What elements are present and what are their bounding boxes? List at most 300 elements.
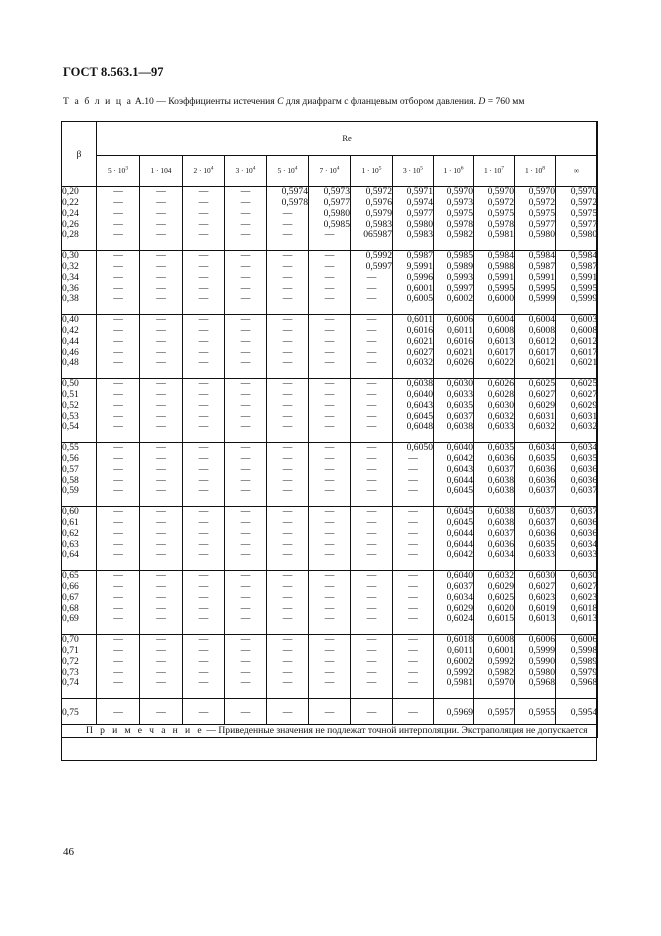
coefficient-cell xyxy=(309,379,351,443)
coefficient-value: 0,5991 xyxy=(487,271,514,283)
coefficient-value: 0,6023 xyxy=(528,591,555,603)
coefficient-value: — xyxy=(156,463,166,475)
coefficient-cell xyxy=(97,443,140,507)
coefficient-cell xyxy=(351,315,393,379)
coefficient-value: 0,6036 xyxy=(570,463,598,475)
coefficient-value: — xyxy=(225,699,267,725)
coefficient-value: — xyxy=(198,378,209,389)
re-column-header xyxy=(474,155,515,186)
coefficient-cell xyxy=(393,187,434,251)
coefficient-value: 0,5980 xyxy=(570,229,598,241)
coefficient-value: — xyxy=(324,634,335,645)
coefficient-value: 0,6023 xyxy=(570,591,598,603)
coefficient-value: 0,6034 xyxy=(570,538,598,550)
coefficient-value: — xyxy=(240,644,251,656)
coefficient-cell xyxy=(556,507,598,571)
coefficient-value: 0,6029 xyxy=(487,580,514,592)
coefficient-value: — xyxy=(408,644,418,656)
coefficient-value: 0,5955 xyxy=(515,699,556,725)
beta-value: 0,71 xyxy=(62,644,79,656)
coefficient-value: — xyxy=(198,580,209,592)
coefficient-value: — xyxy=(113,655,123,667)
coefficient-value: — xyxy=(198,666,209,678)
coefficient-value: — xyxy=(366,271,377,283)
coefficient-value: — xyxy=(240,282,251,294)
re-column-header xyxy=(351,155,393,186)
coefficient-value: — xyxy=(408,506,418,517)
re-column-header xyxy=(515,155,556,186)
coefficient-value: 0,6006 xyxy=(446,314,473,325)
coefficient-value: 0,5974 xyxy=(281,186,308,197)
coefficient-cell xyxy=(267,571,309,635)
beta-value: 0,32 xyxy=(62,260,79,272)
coefficient-value: 0,6045 xyxy=(446,485,473,497)
coefficient-value: 0,6038 xyxy=(487,506,514,517)
beta-value: 0,52 xyxy=(62,399,79,411)
coefficient-value: — xyxy=(366,335,377,347)
coefficient-value: — xyxy=(408,591,418,603)
coefficient-value: 0,5989 xyxy=(446,260,473,272)
re-column-exponent: 5 xyxy=(378,165,382,172)
coefficient-value: 0,5989 xyxy=(570,655,598,667)
coefficient-value: 0,6011 xyxy=(446,324,473,336)
beta-value: 0,42 xyxy=(62,324,79,336)
coefficient-value: 0,6032 xyxy=(528,421,555,433)
coefficient-value: 0,6038 xyxy=(487,485,514,497)
coefficient-value: 0,6037 xyxy=(528,516,555,528)
coefficient-value: — xyxy=(240,229,251,241)
beta-value: 0,28 xyxy=(62,229,79,241)
page-number: 46 xyxy=(63,846,74,858)
coefficient-value: — xyxy=(156,516,166,528)
beta-value: 0,74 xyxy=(62,677,79,689)
coefficient-value: — xyxy=(156,442,166,453)
coefficient-value: 0,5996 xyxy=(406,271,433,283)
coefficient-value: 0,6043 xyxy=(406,399,433,411)
coefficient-value: — xyxy=(156,677,166,689)
coefficient-value: — xyxy=(324,613,335,625)
coefficient-value: — xyxy=(282,591,293,603)
coefficient-value: — xyxy=(113,293,123,305)
coefficient-value: 0,6006 xyxy=(570,634,598,645)
re-column-header xyxy=(225,155,267,186)
coefficient-value: — xyxy=(198,516,209,528)
coefficient-value: — xyxy=(156,399,166,411)
coefficient-cell xyxy=(140,315,183,379)
coefficient-value: — xyxy=(324,260,335,272)
coefficient-value: — xyxy=(366,388,377,400)
coefficient-cell xyxy=(97,379,140,443)
coefficient-value: — xyxy=(366,666,377,678)
caption-symbol-d: D xyxy=(478,96,486,107)
coefficient-value: — xyxy=(282,378,293,389)
coefficient-value: — xyxy=(156,186,166,197)
coefficient-cell xyxy=(97,571,140,635)
beta-value: 0,65 xyxy=(62,570,79,581)
coefficient-value: — xyxy=(366,570,377,581)
coefficient-value: — xyxy=(366,357,377,369)
coefficient-value: — xyxy=(198,644,209,656)
table-note xyxy=(62,725,598,738)
coefficient-value: 0,5970 xyxy=(487,186,514,197)
beta-values-cell xyxy=(62,251,97,315)
coefficient-value: — xyxy=(393,699,434,725)
coefficient-value: — xyxy=(240,602,251,614)
document-code: ГОСТ 8.563.1—97 xyxy=(63,65,164,79)
coefficient-value: — xyxy=(156,314,166,325)
coefficient-value: — xyxy=(282,602,293,614)
coefficient-cell xyxy=(474,379,515,443)
coefficient-value: — xyxy=(198,538,209,550)
coefficient-cell xyxy=(393,443,434,507)
coefficient-value: — xyxy=(156,549,166,561)
coefficient-value: — xyxy=(113,378,123,389)
coefficient-value: — xyxy=(366,399,377,411)
coefficient-value: — xyxy=(240,410,251,422)
coefficient-value: 0,6029 xyxy=(528,399,555,411)
coefficient-value: 0,6050 xyxy=(406,442,433,453)
coefficient-cell xyxy=(267,315,309,379)
coefficient-value: — xyxy=(366,442,377,453)
re-column-header xyxy=(267,155,309,186)
coefficient-cell xyxy=(140,187,183,251)
coefficient-value: — xyxy=(282,388,293,400)
coefficient-value: — xyxy=(240,250,251,261)
coefficient-value: — xyxy=(113,463,123,475)
coefficient-value: — xyxy=(198,218,209,230)
coefficient-value: 0,6035 xyxy=(528,452,555,464)
coefficient-value: 0,6024 xyxy=(446,613,473,625)
coefficient-value: — xyxy=(156,570,166,581)
table-row-last xyxy=(62,699,598,725)
coefficient-cell xyxy=(267,507,309,571)
coefficient-value: — xyxy=(324,570,335,581)
coefficient-cell xyxy=(140,379,183,443)
coefficient-value: — xyxy=(240,271,251,283)
coefficient-value: 0,6033 xyxy=(570,549,598,561)
coefficient-value: 0,5976 xyxy=(365,196,392,208)
coefficient-cell xyxy=(183,251,225,315)
coefficient-value: 0,6042 xyxy=(446,452,473,464)
coefficient-value: 0,6030 xyxy=(528,570,555,581)
coefficient-value: 0,5999 xyxy=(528,293,555,305)
re-column-header xyxy=(434,155,474,186)
coefficient-cell xyxy=(393,379,434,443)
coefficient-cell xyxy=(140,443,183,507)
re-column-exponent: 8 xyxy=(542,165,545,172)
coefficient-value: — xyxy=(240,613,251,625)
coefficient-cell xyxy=(140,507,183,571)
coefficient-value: — xyxy=(366,655,377,667)
coefficient-cell xyxy=(140,251,183,315)
coefficient-value: 0,5990 xyxy=(528,655,555,667)
coefficient-value: — xyxy=(156,506,166,517)
coefficient-value: — xyxy=(198,463,209,475)
coefficient-value: — xyxy=(113,229,123,241)
coefficient-value: — xyxy=(198,293,209,305)
coefficient-value: — xyxy=(240,388,251,400)
coefficient-value: — xyxy=(366,506,377,517)
coefficient-cell xyxy=(434,443,474,507)
coefficient-cell xyxy=(309,251,351,315)
coefficient-value: — xyxy=(156,485,166,497)
coefficient-value: — xyxy=(366,452,377,464)
coefficient-value: — xyxy=(282,549,293,561)
coefficient-value: — xyxy=(366,293,377,305)
coefficient-value: 0,6038 xyxy=(487,516,514,528)
coefficient-value: — xyxy=(198,346,209,358)
coefficient-value: 0,6029 xyxy=(570,399,598,411)
beta-value: 0,72 xyxy=(62,655,79,667)
re-column-base: 7 · 10 xyxy=(319,166,337,176)
coefficient-cell xyxy=(434,379,474,443)
coefficient-value: 0,5998 xyxy=(570,644,598,656)
coefficient-cell xyxy=(97,507,140,571)
coefficient-value: — xyxy=(324,293,335,305)
coefficient-cell xyxy=(474,443,515,507)
coefficient-value: — xyxy=(113,452,123,464)
coefficient-value: — xyxy=(240,399,251,411)
table-body xyxy=(62,187,598,738)
coefficient-value: — xyxy=(324,549,335,561)
note-label: П р и м е ч а н и е xyxy=(86,725,204,736)
coefficient-value: 0,5991 xyxy=(528,271,555,283)
beta-value: 0,58 xyxy=(62,474,79,486)
coefficient-value: — xyxy=(198,602,209,614)
beta-value: 0,59 xyxy=(62,485,79,497)
re-column-header xyxy=(556,155,598,186)
table-caption xyxy=(63,96,524,107)
table-row-group xyxy=(62,251,598,315)
coefficient-value: 0,6012 xyxy=(570,335,598,347)
coefficient-value: — xyxy=(198,250,209,261)
coefficient-value: — xyxy=(240,346,251,358)
coefficient-value: 0,6036 xyxy=(570,516,598,528)
coefficient-value: — xyxy=(324,677,335,689)
coefficient-value: — xyxy=(240,293,251,305)
coefficient-value: 0,6027 xyxy=(528,580,555,592)
re-column-base: 3 · 10 xyxy=(235,166,253,176)
table-row-group xyxy=(62,187,598,251)
coefficient-value: — xyxy=(198,335,209,347)
coefficient-value: — xyxy=(240,218,251,230)
beta-value: 0,55 xyxy=(62,442,79,453)
coefficient-value: 0,6040 xyxy=(406,388,433,400)
coefficient-value: 0,6030 xyxy=(570,570,598,581)
coefficient-value: — xyxy=(113,357,123,369)
coefficient-value: 0,6037 xyxy=(570,506,598,517)
coefficient-value: — xyxy=(198,506,209,517)
beta-value: 0,67 xyxy=(62,591,79,603)
coefficient-value: — xyxy=(198,634,209,645)
coefficient-value: 0,6021 xyxy=(446,346,473,358)
coefficient-value: — xyxy=(113,388,123,400)
coefficient-value: — xyxy=(282,293,293,305)
coefficient-value: — xyxy=(366,485,377,497)
coefficient-value: 0,5993 xyxy=(446,271,473,283)
coefficient-value: — xyxy=(156,282,166,294)
coefficient-value: — xyxy=(183,699,225,725)
coefficient-value: 0,6002 xyxy=(446,655,473,667)
re-column-exponent: 4 xyxy=(210,165,214,172)
coefficient-value: 0,6035 xyxy=(487,442,514,453)
coefficient-value: — xyxy=(198,399,209,411)
coefficient-value: 0,5975 xyxy=(528,207,555,219)
coefficient-value: — xyxy=(366,324,377,336)
coefficient-value: — xyxy=(366,463,377,475)
coefficient-cell xyxy=(309,443,351,507)
coefficient-value: 0,6008 xyxy=(487,634,514,645)
coefficient-value: — xyxy=(240,186,251,197)
coefficient-value: — xyxy=(156,378,166,389)
coefficient-value: — xyxy=(240,677,251,689)
coefficient-value: 0,6022 xyxy=(487,357,514,369)
coefficient-value: — xyxy=(282,218,293,230)
coefficient-value: — xyxy=(324,580,335,592)
coefficient-value: 065987 xyxy=(363,229,392,241)
coefficient-value: — xyxy=(282,644,293,656)
coefficient-value: 0,6011 xyxy=(446,644,473,656)
coefficient-value: — xyxy=(324,410,335,422)
coefficient-value: — xyxy=(156,207,166,219)
beta-value: 0,44 xyxy=(62,335,79,347)
table-row-group xyxy=(62,635,598,699)
coefficient-cell xyxy=(97,315,140,379)
coefficient-cell xyxy=(434,187,474,251)
coefficient-value: — xyxy=(113,570,123,581)
caption-text-pre: А.10 — Коэффициенты истечения xyxy=(132,96,278,107)
coefficient-value: 0,6040 xyxy=(446,442,473,453)
coefficient-cell xyxy=(474,315,515,379)
coefficient-value: — xyxy=(113,421,123,433)
coefficient-cell xyxy=(556,187,598,251)
beta-value: 0,61 xyxy=(62,516,79,528)
coefficient-value: — xyxy=(324,357,335,369)
coefficient-value: 0,6020 xyxy=(487,602,514,614)
coefficient-value: 0,6037 xyxy=(570,485,598,497)
coefficient-cell xyxy=(474,251,515,315)
coefficient-value: — xyxy=(156,655,166,667)
coefficient-value: — xyxy=(324,442,335,453)
coefficient-value: — xyxy=(198,282,209,294)
coefficient-value: — xyxy=(282,613,293,625)
coefficient-value: — xyxy=(366,591,377,603)
coefficient-value: — xyxy=(113,314,123,325)
coefficient-value: — xyxy=(156,474,166,486)
coefficient-value: — xyxy=(408,538,418,550)
coefficient-value: — xyxy=(240,527,251,539)
beta-value: 0,57 xyxy=(62,463,79,475)
coefficient-value: — xyxy=(282,474,293,486)
coefficient-value: 0,5997 xyxy=(365,260,392,272)
coefficient-value: — xyxy=(366,346,377,358)
coefficient-value: 0,6042 xyxy=(446,549,473,561)
coefficient-cell xyxy=(183,443,225,507)
coefficient-value: 0,6004 xyxy=(528,314,555,325)
coefficient-value: — xyxy=(240,463,251,475)
coefficient-value: 0,5987 xyxy=(406,250,433,261)
coefficient-value: — xyxy=(198,357,209,369)
coefficient-cell xyxy=(225,635,267,699)
beta-values-cell xyxy=(62,571,97,635)
coefficient-value: — xyxy=(240,549,251,561)
coefficient-value: 0,6044 xyxy=(446,474,473,486)
coefficient-value: 0,6034 xyxy=(528,442,555,453)
coefficient-value: 0,5995 xyxy=(487,282,514,294)
coefficient-value: — xyxy=(240,442,251,453)
coefficient-value: 0,6037 xyxy=(446,410,473,422)
coefficient-value: 0,5977 xyxy=(570,218,598,230)
coefficient-value: 0,6013 xyxy=(487,335,514,347)
coefficient-value: — xyxy=(113,399,123,411)
coefficient-value: — xyxy=(240,207,251,219)
beta-value: 0,63 xyxy=(62,538,79,550)
coefficient-value: 0,5975 xyxy=(446,207,473,219)
coefficient-cell xyxy=(225,507,267,571)
coefficient-value: 0,6017 xyxy=(528,346,555,358)
coefficient-value: — xyxy=(282,410,293,422)
coefficient-value: — xyxy=(240,538,251,550)
coefficient-cell xyxy=(393,251,434,315)
coefficient-value: — xyxy=(282,570,293,581)
coefficient-value: — xyxy=(324,644,335,656)
coefficient-value: — xyxy=(156,388,166,400)
coefficient-value: 0,6013 xyxy=(570,613,598,625)
coefficient-value: 0,6019 xyxy=(528,602,555,614)
coefficient-value: — xyxy=(113,410,123,422)
coefficient-value: — xyxy=(324,271,335,283)
coefficient-value: 0,6045 xyxy=(406,410,433,422)
coefficient-value: 0,6036 xyxy=(570,527,598,539)
coefficient-cell xyxy=(309,571,351,635)
coefficient-cell xyxy=(267,251,309,315)
coefficient-value: — xyxy=(156,260,166,272)
coefficient-value: — xyxy=(198,549,209,561)
coefficient-cell xyxy=(351,187,393,251)
coefficient-cell xyxy=(515,571,556,635)
coefficient-value: — xyxy=(324,314,335,325)
coefficient-value: — xyxy=(156,324,166,336)
re-column-base: 1 · 10 xyxy=(361,166,379,176)
coefficient-value: — xyxy=(156,421,166,433)
coefficient-value: 0,6011 xyxy=(406,314,433,325)
coefficient-value: — xyxy=(113,282,123,294)
coefficient-value: — xyxy=(240,516,251,528)
coefficient-cell xyxy=(434,315,474,379)
coefficient-cell xyxy=(225,379,267,443)
beta-value: 0,56 xyxy=(62,452,79,464)
coefficient-value: — xyxy=(408,634,418,645)
coefficient-value: — xyxy=(156,644,166,656)
coefficient-value: — xyxy=(240,421,251,433)
coefficient-value: — xyxy=(198,271,209,283)
coefficient-value: 0,5992 xyxy=(446,666,473,678)
coefficient-value: — xyxy=(282,580,293,592)
coefficient-value: — xyxy=(282,666,293,678)
coefficient-value: 0,5983 xyxy=(406,229,433,241)
coefficient-value: 0,5972 xyxy=(528,196,555,208)
re-column-exponent: 7 xyxy=(501,165,504,172)
coefficient-value: 0,5984 xyxy=(528,250,555,261)
coefficient-value: — xyxy=(282,357,293,369)
coefficient-value: 0,5980 xyxy=(528,229,555,241)
coefficient-value: — xyxy=(156,452,166,464)
coefficient-value: 0,5975 xyxy=(570,207,598,219)
coefficient-value: — xyxy=(324,346,335,358)
beta-values-cell xyxy=(62,443,97,507)
coefficient-value: 0,5977 xyxy=(406,207,433,219)
coefficient-value: 0,5995 xyxy=(528,282,555,294)
